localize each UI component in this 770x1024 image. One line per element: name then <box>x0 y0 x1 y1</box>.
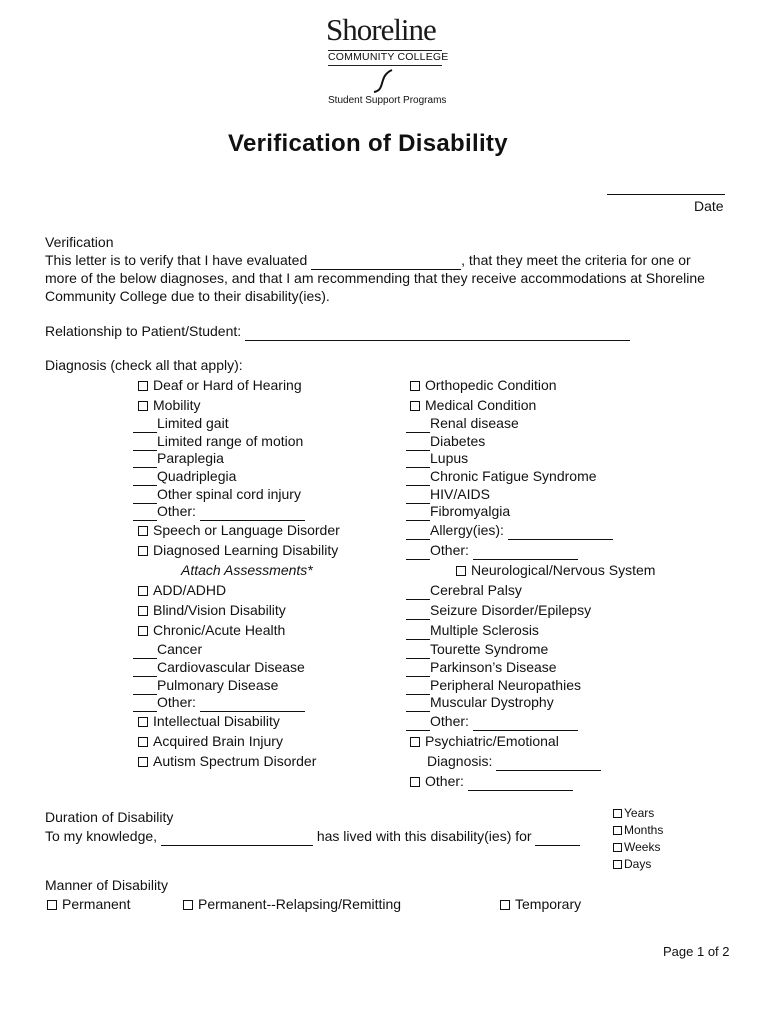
checkbox[interactable] <box>410 401 420 411</box>
diag-left-18[interactable]: Intellectual Disability <box>138 712 280 730</box>
other-field[interactable] <box>473 712 578 731</box>
diag-right-5[interactable]: Chronic Fatigue Syndrome <box>406 467 597 486</box>
blank-field[interactable] <box>406 467 430 486</box>
diag-left-7[interactable]: Other: <box>133 502 305 521</box>
blank-field[interactable] <box>133 467 157 486</box>
diag-right-8[interactable]: Allergy(ies): <box>406 521 613 540</box>
diag-left-17[interactable]: Other: <box>133 693 305 712</box>
checkbox[interactable] <box>138 757 148 767</box>
blank-field[interactable] <box>406 521 430 540</box>
diag-right-17[interactable]: Muscular Dystrophy <box>406 693 554 712</box>
page-number: Page 1 of 2 <box>663 944 730 959</box>
verification-line-1 <box>45 251 691 270</box>
manner-relapsing[interactable]: Permanent--Relapsing/Remitting <box>183 895 401 913</box>
logo-rule-bottom <box>328 65 442 66</box>
diag-right-20[interactable]: Diagnosis: <box>427 752 601 771</box>
other-field[interactable] <box>200 693 305 712</box>
blank-field[interactable] <box>406 693 430 712</box>
checkbox[interactable] <box>138 606 148 616</box>
logo-wave-icon <box>370 68 400 94</box>
checkbox[interactable] <box>410 777 420 787</box>
blank-field[interactable] <box>406 640 430 659</box>
blank-field[interactable] <box>406 414 430 433</box>
diag-left-3[interactable]: Limited range of motion <box>133 432 303 451</box>
relationship-field[interactable] <box>245 322 630 341</box>
duration-text-post: has lived with this disability(ies) for <box>312 828 536 844</box>
diag-left-16[interactable]: Pulmonary Disease <box>133 676 278 695</box>
other-field[interactable] <box>200 502 305 521</box>
diag-left-14[interactable]: Cancer <box>133 640 202 659</box>
blank-field[interactable] <box>406 449 430 468</box>
blank-field[interactable] <box>406 601 430 620</box>
attach-assessments-note: Attach Assessments* <box>181 562 313 578</box>
checkbox[interactable] <box>138 626 148 636</box>
logo-name: Shoreline <box>326 12 436 47</box>
date-label: Date <box>694 198 724 214</box>
page-title: Verification of Disability <box>228 130 508 157</box>
diag-right-12[interactable]: Seizure Disorder/Epilepsy <box>406 601 591 620</box>
blank-field[interactable] <box>133 640 157 659</box>
blank-field[interactable] <box>406 502 430 521</box>
manner-permanent[interactable]: Permanent <box>47 895 130 913</box>
blank-field[interactable] <box>406 712 430 731</box>
diag-left-4[interactable]: Paraplegia <box>133 449 224 468</box>
blank-field[interactable] <box>133 693 157 712</box>
duration-weeks[interactable]: Weeks <box>613 840 660 854</box>
verification-text-pre: This letter is to verify that I have evaluated <box>45 252 312 268</box>
checkbox[interactable] <box>138 717 148 727</box>
diag-right-14[interactable]: Tourette Syndrome <box>406 640 548 659</box>
logo-subtitle: COMMUNITY COLLEGE <box>328 51 449 63</box>
manner-heading: Manner of Disability <box>45 877 168 893</box>
diag-right-18[interactable]: Other: <box>406 712 578 731</box>
diagnosis-heading: Diagnosis (check all that apply): <box>45 357 243 373</box>
diag-left-9[interactable]: Diagnosed Learning Disability <box>138 541 338 559</box>
checkbox[interactable] <box>410 737 420 747</box>
checkbox[interactable] <box>138 586 148 596</box>
other-field[interactable] <box>468 772 573 791</box>
blank-field[interactable] <box>133 502 157 521</box>
blank-field[interactable] <box>406 581 430 600</box>
checkbox[interactable] <box>138 381 148 391</box>
manner-temporary[interactable]: Temporary <box>500 895 581 913</box>
duration-months[interactable]: Months <box>613 823 663 837</box>
checkbox[interactable] <box>613 860 622 869</box>
diag-right-21[interactable]: Other: <box>410 772 573 791</box>
duration-years[interactable]: Years <box>613 806 654 820</box>
relationship-label: Relationship to Patient/Student: <box>45 323 246 339</box>
verification-heading: Verification <box>45 234 114 250</box>
checkbox[interactable] <box>613 826 622 835</box>
blank-field[interactable] <box>133 658 157 677</box>
date-line[interactable] <box>607 194 725 195</box>
checkbox[interactable] <box>138 526 148 536</box>
duration-name-field[interactable] <box>161 827 313 846</box>
diag-right-0[interactable]: Orthopedic Condition <box>410 376 557 394</box>
diag-left-8[interactable]: Speech or Language Disorder <box>138 521 340 539</box>
duration-text-pre: To my knowledge, <box>45 828 161 844</box>
evaluated-name-field[interactable] <box>311 251 461 270</box>
relationship-row <box>45 322 630 341</box>
allergy-field[interactable] <box>508 521 613 540</box>
blank-field[interactable] <box>406 621 430 640</box>
diag-left-11[interactable]: ADD/ADHD <box>138 581 226 599</box>
checkbox[interactable] <box>138 546 148 556</box>
blank-field[interactable] <box>406 658 430 677</box>
checkbox[interactable] <box>183 900 193 910</box>
diag-left-20[interactable]: Autism Spectrum Disorder <box>138 752 316 770</box>
diag-right-19[interactable]: Psychiatric/Emotional <box>410 732 559 750</box>
diag-right-3[interactable]: Diabetes <box>406 432 485 451</box>
diag-right-6[interactable]: HIV/AIDS <box>406 485 490 504</box>
duration-amount-field[interactable] <box>535 827 580 846</box>
logo-program: Student Support Programs <box>328 95 447 106</box>
checkbox[interactable] <box>138 401 148 411</box>
checkbox[interactable] <box>410 381 420 391</box>
diag-right-16[interactable]: Peripheral Neuropathies <box>406 676 581 695</box>
duration-line <box>45 827 580 846</box>
diag-right-1[interactable]: Medical Condition <box>410 396 536 414</box>
verification-text-post: , that they meet the criteria for one or <box>461 252 691 268</box>
diag-right-10[interactable]: Neurological/Nervous System <box>456 561 655 579</box>
diag-left-5[interactable]: Quadriplegia <box>133 467 236 486</box>
blank-field[interactable] <box>406 541 430 560</box>
checkbox[interactable] <box>47 900 57 910</box>
diag-left-15[interactable]: Cardiovascular Disease <box>133 658 305 677</box>
diag-right-15[interactable]: Parkinson’s Disease <box>406 658 557 677</box>
verification-line-2: more of the below diagnoses, and that I am recommending that they receive accommodations at Shoreline <box>45 270 705 286</box>
checkbox[interactable] <box>456 566 466 576</box>
checkbox[interactable] <box>138 737 148 747</box>
diag-right-4[interactable]: Lupus <box>406 449 468 468</box>
diag-right-2[interactable]: Renal disease <box>406 414 519 433</box>
duration-heading: Duration of Disability <box>45 809 174 825</box>
diag-left-1[interactable]: Mobility <box>138 396 200 414</box>
diag-left-12[interactable]: Blind/Vision Disability <box>138 601 286 619</box>
blank-field[interactable] <box>133 414 157 433</box>
checkbox[interactable] <box>613 809 622 818</box>
diag-left-2[interactable]: Limited gait <box>133 414 229 433</box>
other-field[interactable] <box>473 541 578 560</box>
verification-line-3: Community College due to their disability(ies). <box>45 288 330 304</box>
diag-right-11[interactable]: Cerebral Palsy <box>406 581 522 600</box>
diag-right-13[interactable]: Multiple Sclerosis <box>406 621 539 640</box>
diag-left-6[interactable]: Other spinal cord injury <box>133 485 301 504</box>
diag-left-0[interactable]: Deaf or Hard of Hearing <box>138 376 302 394</box>
diag-left-13[interactable]: Chronic/Acute Health <box>138 621 285 639</box>
checkbox[interactable] <box>500 900 510 910</box>
diag-left-19[interactable]: Acquired Brain Injury <box>138 732 283 750</box>
duration-days[interactable]: Days <box>613 857 651 871</box>
diag-right-7[interactable]: Fibromyalgia <box>406 502 510 521</box>
blank-field[interactable] <box>133 449 157 468</box>
checkbox[interactable] <box>613 843 622 852</box>
psych-diagnosis-field[interactable] <box>496 752 601 771</box>
diag-right-9[interactable]: Other: <box>406 541 578 560</box>
